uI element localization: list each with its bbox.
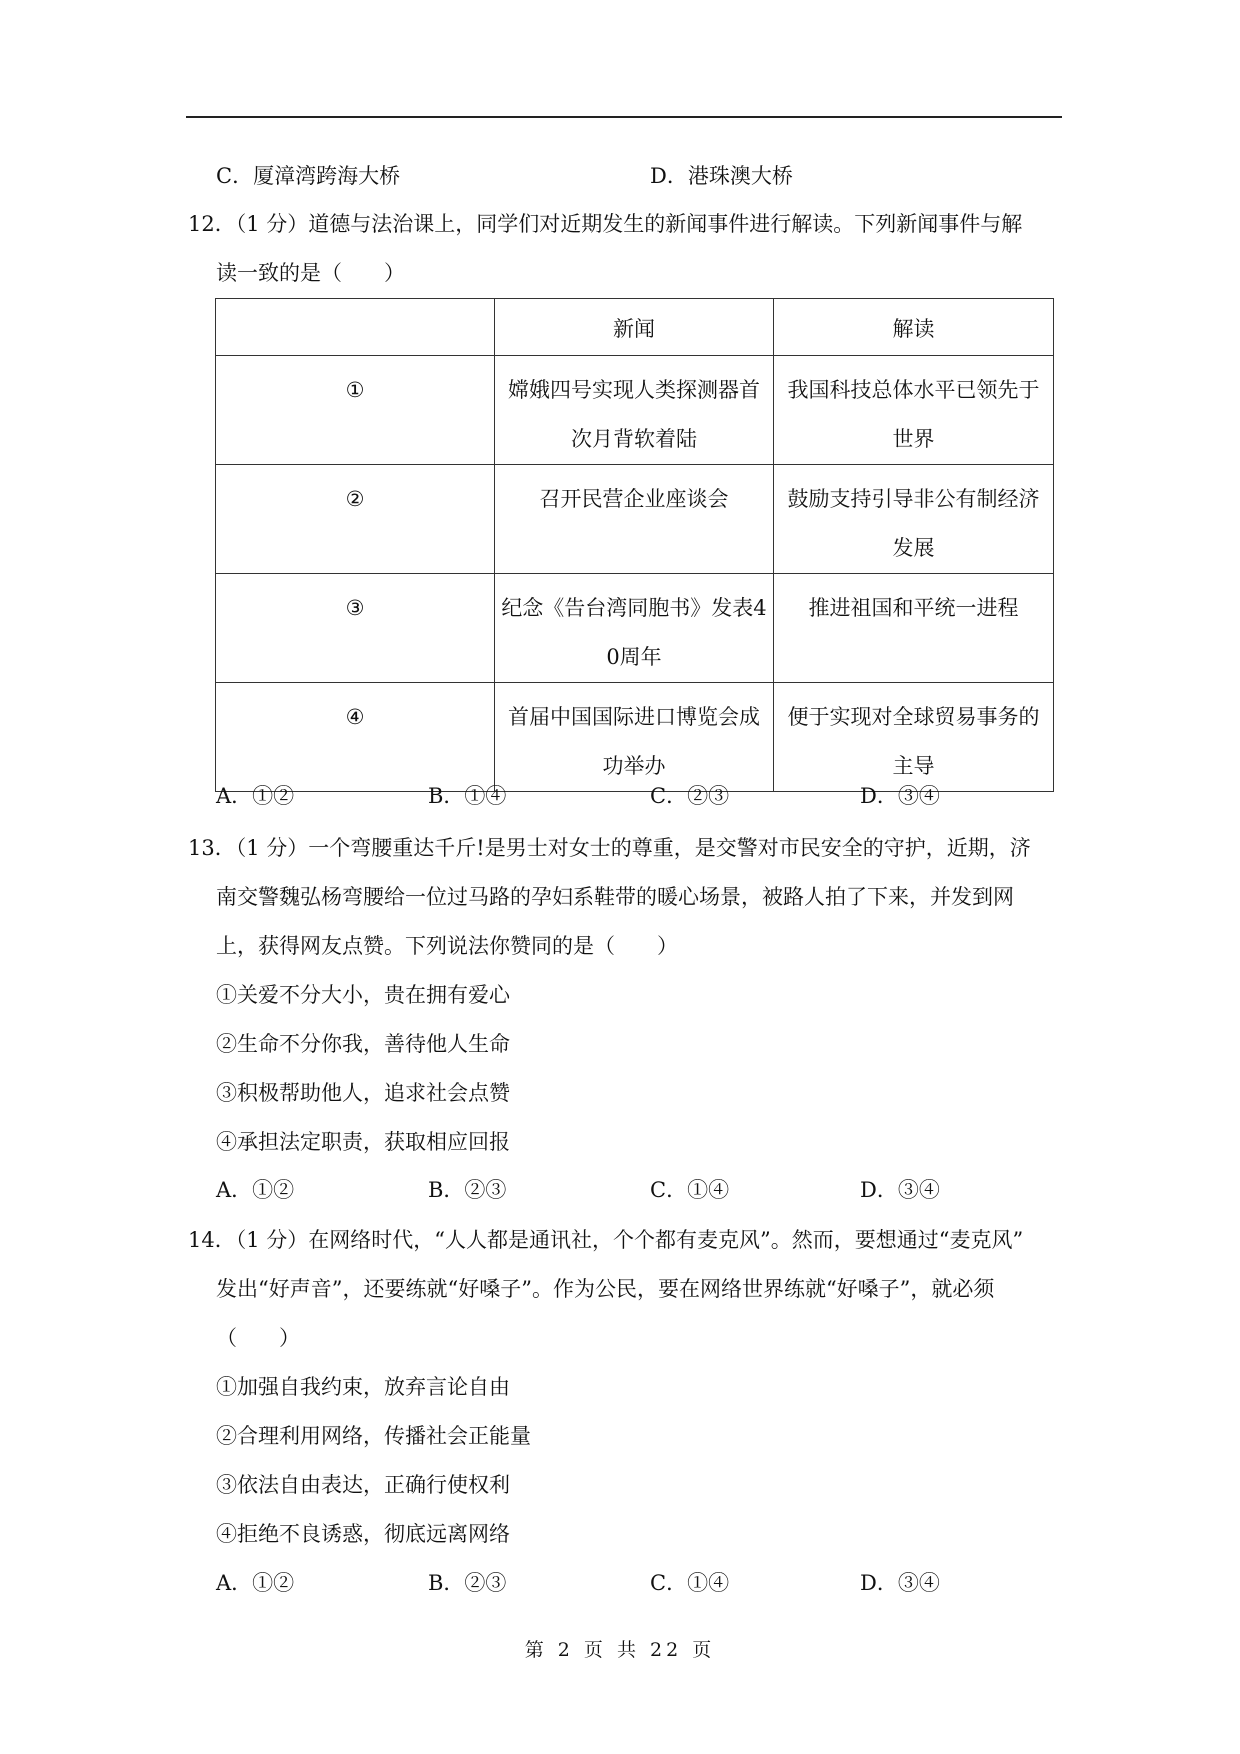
table-row bbox=[216, 683, 1054, 792]
q11-option-d: D．港珠澳大桥 bbox=[650, 164, 793, 188]
q13-option-b: B．②③ bbox=[428, 1178, 507, 1202]
q14-option-d: D．③④ bbox=[860, 1571, 940, 1595]
row-interp: 我国科技总体水平已领先于世界 bbox=[774, 356, 1054, 465]
q11-option-c: C．厦漳湾跨海大桥 bbox=[216, 164, 401, 188]
row-news: 纪念《告台湾同胞书》发表40周年 bbox=[495, 574, 774, 683]
page-footer: 第 2 页 共 22 页 bbox=[524, 1639, 716, 1661]
q14-option-a: A．①② bbox=[216, 1571, 295, 1595]
row-number: ④ bbox=[216, 683, 495, 792]
header-cell-interp: 解读 bbox=[774, 299, 1054, 356]
q13-item: ②生命不分你我，善待他人生命 bbox=[216, 1032, 510, 1056]
q14-item: ④拒绝不良诱惑，彻底远离网络 bbox=[216, 1522, 510, 1546]
q14-item: ③依法自由表达，正确行使权利 bbox=[216, 1473, 510, 1497]
q14-stem-line3: （ ） bbox=[216, 1326, 300, 1350]
q12-option-b: B．①④ bbox=[428, 784, 507, 808]
q13-stem-line3: 上，获得网友点赞。下列说法你赞同的是（ ） bbox=[216, 934, 678, 958]
q14-item: ②合理利用网络，传播社会正能量 bbox=[216, 1424, 531, 1448]
q12-option-a: A．①② bbox=[216, 784, 295, 808]
header-cell-news: 新闻 bbox=[495, 299, 774, 356]
table-row bbox=[216, 465, 1054, 574]
q14-option-c: C．①④ bbox=[650, 1571, 730, 1595]
row-number: ② bbox=[216, 465, 495, 574]
q14-item: ①加强自我约束，放弃言论自由 bbox=[216, 1375, 510, 1399]
row-number: ① bbox=[216, 356, 495, 465]
table-row bbox=[216, 574, 1054, 683]
row-news: 嫦娥四号实现人类探测器首次月背软着陆 bbox=[495, 356, 774, 465]
q13-item: ③积极帮助他人，追求社会点赞 bbox=[216, 1081, 510, 1105]
q14-option-b: B．②③ bbox=[428, 1571, 507, 1595]
header-cell-blank bbox=[216, 299, 495, 356]
row-number: ③ bbox=[216, 574, 495, 683]
row-news: 召开民营企业座谈会 bbox=[495, 465, 774, 574]
header-rule bbox=[186, 116, 1062, 118]
q13-item: ①关爱不分大小，贵在拥有爱心 bbox=[216, 983, 510, 1007]
row-interp: 鼓励支持引导非公有制经济发展 bbox=[774, 465, 1054, 574]
q12-stem-line1: 12．（1 分）道德与法治课上，同学们对近期发生的新闻事件进行解读。下列新闻事件与解 bbox=[188, 212, 1023, 236]
q13-stem-line2: 南交警魏弘杨弯腰给一位过马路的孕妇系鞋带的暖心场景，被路人拍了下来，并发到网 bbox=[216, 885, 1014, 909]
q13-stem-line1: 13．（1 分）一个弯腰重达千斤!是男士对女士的尊重，是交警对市民安全的守护，近期，济 bbox=[188, 836, 1031, 860]
row-news: 首届中国国际进口博览会成功举办 bbox=[495, 683, 774, 792]
q13-item: ④承担法定职责，获取相应回报 bbox=[216, 1130, 510, 1154]
q14-stem-line2: 发出“好声音”，还要练就“好嗓子”。作为公民，要在网络世界练就“好嗓子”，就必须 bbox=[216, 1277, 995, 1301]
news-table bbox=[215, 298, 1054, 792]
q12-option-d: D．③④ bbox=[860, 784, 940, 808]
q13-option-a: A．①② bbox=[216, 1178, 295, 1202]
q14-stem-line1: 14．（1 分）在网络时代，“人人都是通讯社，个个都有麦克风”。然而，要想通过“麦克风” bbox=[188, 1228, 1024, 1252]
q12-option-c: C．②③ bbox=[650, 784, 730, 808]
row-interp: 推进祖国和平统一进程 bbox=[774, 574, 1054, 683]
table-row bbox=[216, 356, 1054, 465]
row-interp: 便于实现对全球贸易事务的主导 bbox=[774, 683, 1054, 792]
table-header-row bbox=[216, 299, 1054, 356]
q13-option-d: D．③④ bbox=[860, 1178, 940, 1202]
q12-stem-line2: 读一致的是（ ） bbox=[216, 261, 405, 285]
q13-option-c: C．①④ bbox=[650, 1178, 730, 1202]
